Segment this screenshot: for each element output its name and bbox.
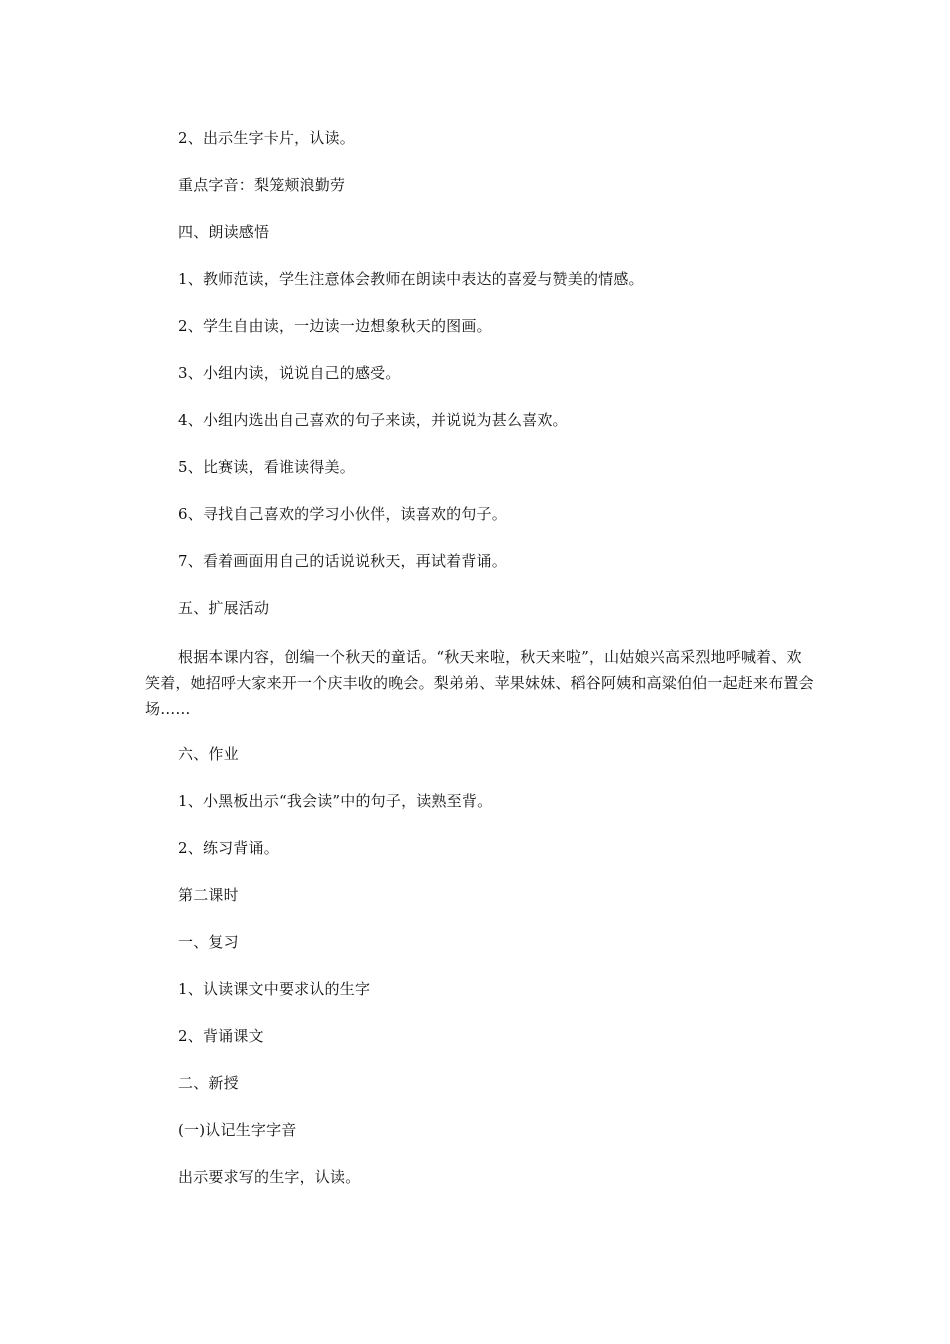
section-heading: 六、作业 xyxy=(178,745,239,763)
text-line: 2、背诵课文 xyxy=(178,1027,264,1045)
text-line: 1、小黑板出示“我会读”中的句子，读熟至背。 xyxy=(178,792,493,810)
text-line: 2、出示生字卡片，认读。 xyxy=(178,129,355,147)
text-line: 2、练习背诵。 xyxy=(178,839,279,857)
text-line: 6、寻找自己喜欢的学习小伙伴，读喜欢的句子。 xyxy=(178,505,507,523)
text-line: 1、认读课文中要求认的生字 xyxy=(178,980,371,998)
text-line: 3、小组内读，说说自己的感受。 xyxy=(178,364,401,382)
lesson-heading: 第二课时 xyxy=(178,886,239,904)
section-heading: 四、朗读感悟 xyxy=(178,223,270,241)
text-line: 5、比赛读，看谁读得美。 xyxy=(178,458,355,476)
text-line: 1、教师范读，学生注意体会教师在朗读中表达的喜爱与赞美的情感。 xyxy=(178,270,644,288)
section-heading: 二、新授 xyxy=(178,1074,239,1092)
subsection-heading: (一)认记生字字音 xyxy=(178,1121,297,1139)
text-line: 重点字音：梨笼颊浪勤劳 xyxy=(178,176,346,194)
text-line: 4、小组内选出自己喜欢的句子来读，并说说为甚么喜欢。 xyxy=(178,411,568,429)
text-line: 出示要求写的生字，认读。 xyxy=(178,1168,361,1186)
section-heading: 五、扩展活动 xyxy=(178,599,270,617)
text-line: 7、看着画面用自己的话说说秋天，再试着背诵。 xyxy=(178,552,507,570)
section-heading: 一、复习 xyxy=(178,933,239,951)
text-line: 2、学生自由读，一边读一边想象秋天的图画。 xyxy=(178,317,492,335)
body-paragraph: 根据本课内容，创编一个秋天的童话。“秋天来啦，秋天来啦”，山姑娘兴高采烈地呼喊着、欢笑着，她招呼大家来开一个庆丰收的晚会。梨弟弟、苹果妹妹、稻谷阿姨和高粱伯伯一起赶来布置会场…… xyxy=(145,648,814,718)
